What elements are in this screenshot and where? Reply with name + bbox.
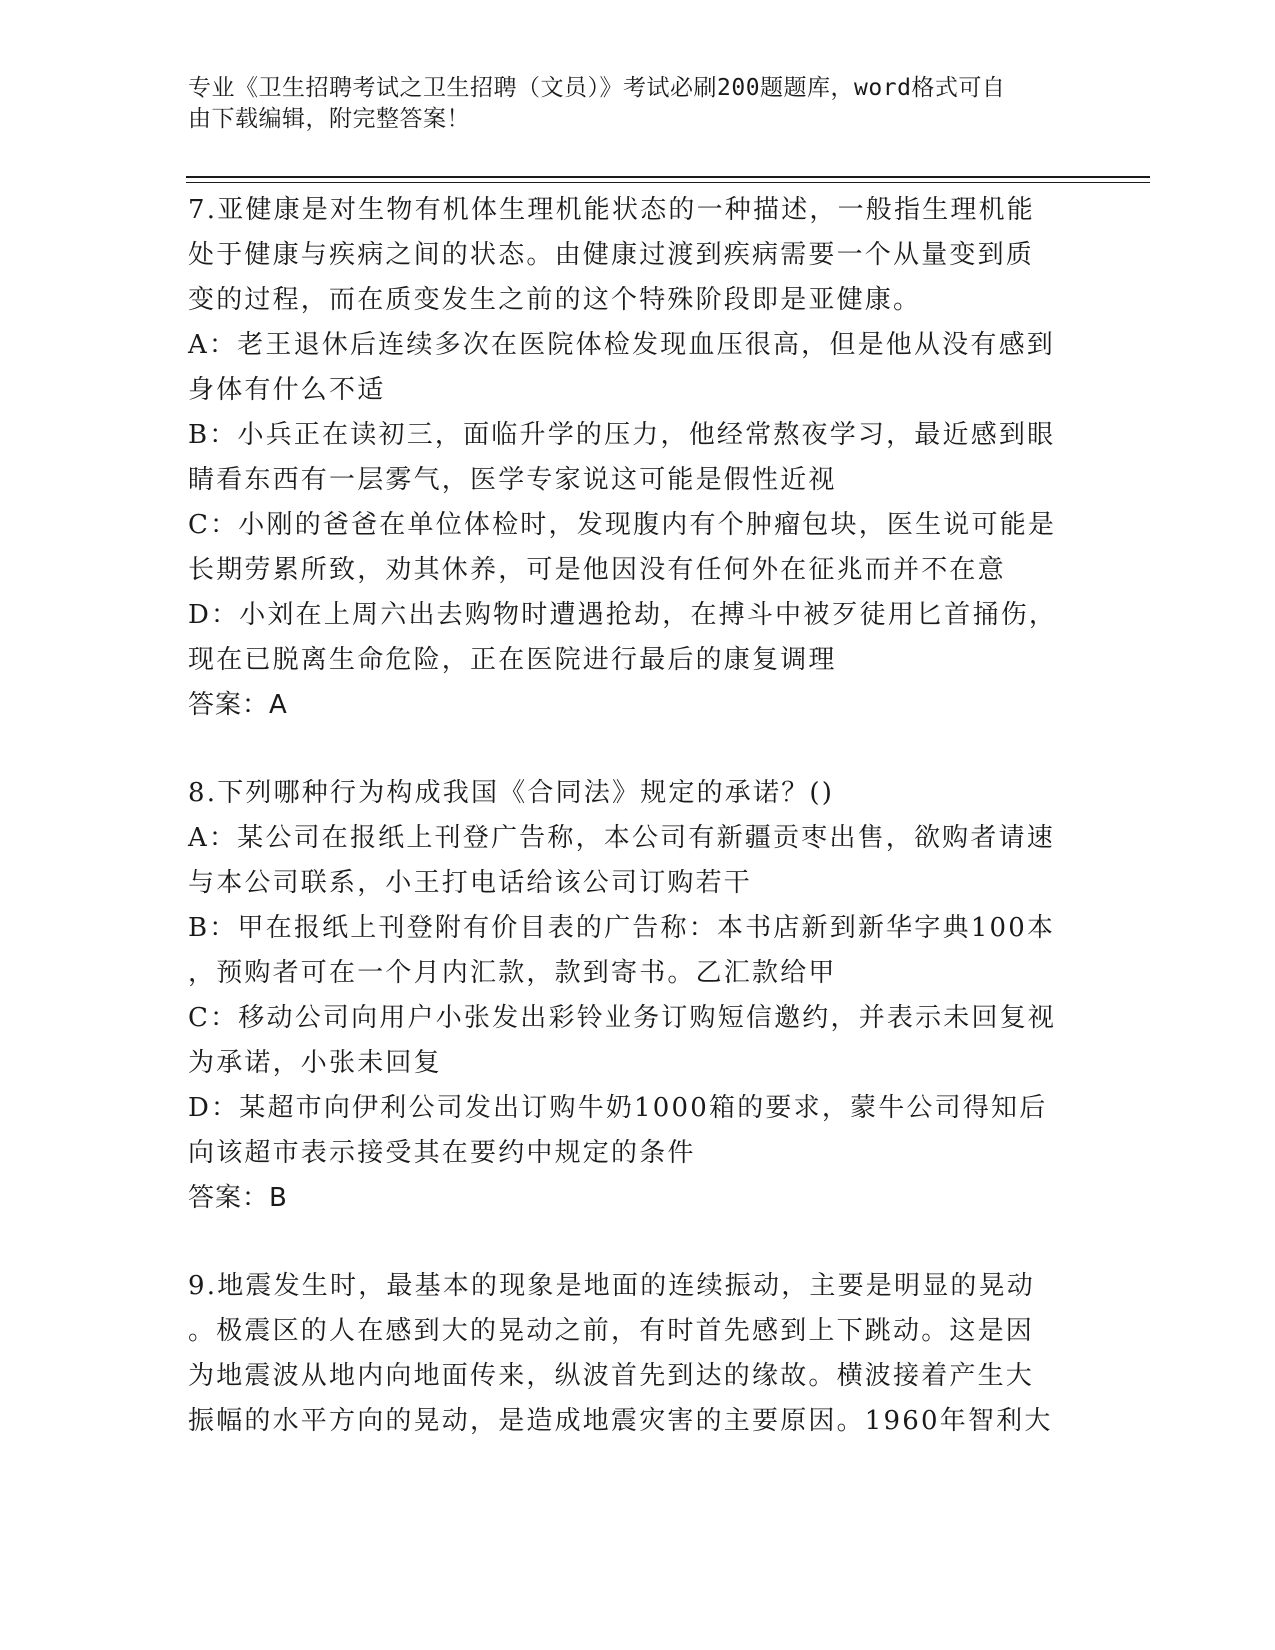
- option-d-line: D：小刘在上周六出去购物时遭遇抢劫，在搏斗中被歹徒用匕首捅伤，: [188, 600, 1058, 630]
- question-stem-line: 振幅的水平方向的晃动，是造成地震灾害的主要原因。1960年智利大: [188, 1406, 1053, 1436]
- option-d-line: 向该超市表示接受其在要约中规定的条件: [188, 1138, 696, 1168]
- option-a-line: A：某公司在报纸上刊登广告称，本公司有新疆贡枣出售，欲购者请速: [188, 823, 1055, 853]
- option-b-line: 睛看东西有一层雾气，医学专家说这可能是假性近视: [188, 465, 837, 495]
- question-stem-line: 7.亚健康是对生物有机体生理机能状态的一种描述，一般指生理机能: [188, 195, 1036, 225]
- header-line-1: 专业《卫生招聘考试之卫生招聘（文员）》考试必刷200题题库，word格式可自: [188, 75, 1006, 101]
- option-d-line: 现在已脱离生命危险，正在医院进行最后的康复调理: [188, 645, 837, 675]
- header-divider-thin: [186, 182, 1150, 183]
- option-d-line: D：某超市向伊利公司发出订购牛奶1000箱的要求，蒙牛公司得知后: [188, 1093, 1048, 1123]
- question-stem-line: 变的过程，而在质变发生之前的这个特殊阶段即是亚健康。: [188, 285, 922, 315]
- question-7: [188, 188, 1068, 728]
- option-c-line: 长期劳累所致，劝其休养，可是他因没有任何外在征兆而并不在意: [188, 555, 1006, 585]
- option-a-line: 与本公司联系，小王打电话给该公司订购若干: [188, 868, 753, 898]
- option-a-line: A：老王退休后连续多次在医院体检发现血压很高，但是他从没有感到: [188, 330, 1055, 360]
- option-c-line: 为承诺，小张未回复: [188, 1048, 442, 1078]
- option-c-line: C：小刚的爸爸在单位体检时，发现腹内有个肿瘤包块，医生说可能是: [188, 510, 1057, 540]
- question-9: [188, 1264, 1068, 1444]
- question-list: [188, 188, 1068, 1444]
- question-gap: [188, 1221, 1068, 1264]
- question-8: [188, 771, 1068, 1221]
- document-header: [188, 73, 1068, 135]
- question-stem-line: 处于健康与疾病之间的状态。由健康过渡到疾病需要一个从量变到质: [188, 240, 1035, 270]
- header-divider-thick: [186, 176, 1150, 178]
- option-b-line: B：小兵正在读初三，面临升学的压力，他经常熬夜学习，最近感到眼: [188, 420, 1056, 450]
- question-gap: [188, 728, 1068, 771]
- option-c-line: C：移动公司向用户小张发出彩铃业务订购短信邀约，并表示未回复视: [188, 1003, 1057, 1033]
- question-stem-line: 8.下列哪种行为构成我国《合同法》规定的承诺？(): [188, 778, 835, 808]
- question-stem-line: 为地震波从地内向地面传来，纵波首先到达的缘故。横波接着产生大: [188, 1361, 1035, 1391]
- question-stem-line: 9.地震发生时，最基本的现象是地面的连续振动，主要是明显的晃动: [188, 1271, 1036, 1301]
- question-stem-line: 。极震区的人在感到大的晃动之前，有时首先感到上下跳动。这是因: [188, 1316, 1035, 1346]
- option-a-line: 身体有什么不适: [188, 375, 386, 405]
- option-b-line: B：甲在报纸上刊登附有价目表的广告称：本书店新到新华字典100本: [188, 913, 1056, 943]
- option-b-line: ，预购者可在一个月内汇款，款到寄书。乙汇款给甲: [188, 958, 837, 988]
- header-line-2: 由下载编辑，附完整答案！: [188, 106, 470, 132]
- answer-label: 答案：A: [188, 690, 288, 720]
- answer-label: 答案：B: [188, 1183, 288, 1213]
